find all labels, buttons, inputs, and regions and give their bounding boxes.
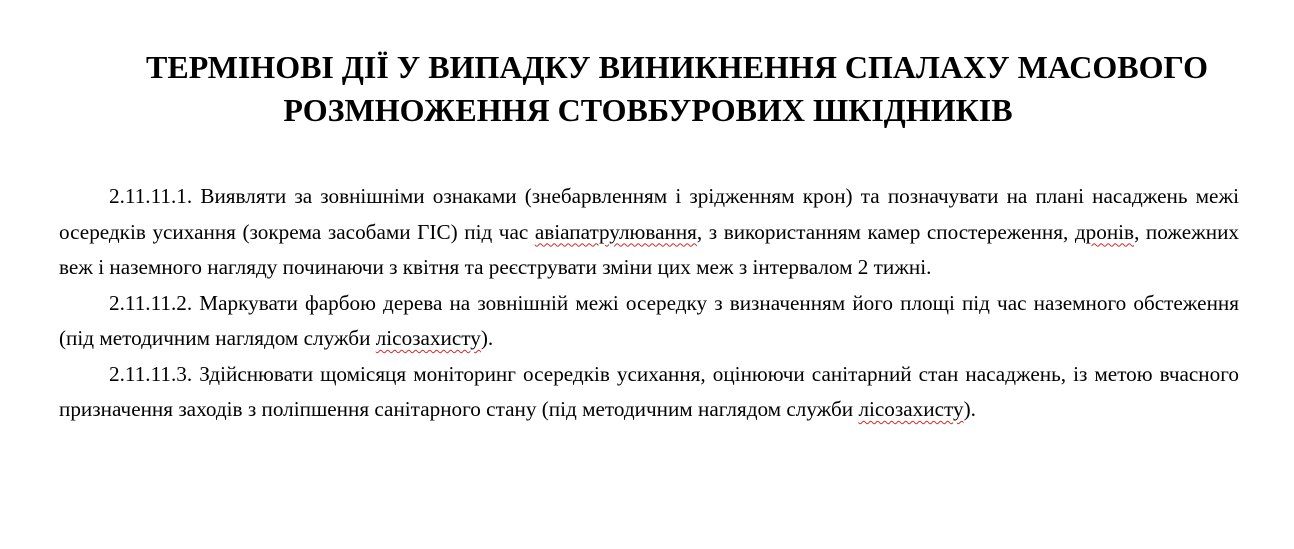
paragraph-text: ). bbox=[963, 397, 976, 421]
paragraph-2-11-11-2 bbox=[59, 286, 1239, 357]
document-body bbox=[59, 179, 1239, 428]
paragraph-text: 2.11.11.2. Маркувати фарбою дерева на зовнішній межі осередку з визначенням його площі під час наземного обстеження (під методичним наглядом служби bbox=[59, 290, 1239, 350]
paragraph-text: , пожежних веж і наземного нагляду починаючи з квітня та реєструвати зміни цих меж з інтервалом 2 тижні. bbox=[59, 219, 1240, 279]
title-line-2: РОЗМНОЖЕННЯ СТОВБУРОВИХ ШКІДНИКІВ bbox=[283, 92, 1013, 128]
paragraph-text: , з використанням камер спостереження, bbox=[696, 219, 1075, 244]
spellcheck-word: лісозахисту bbox=[858, 397, 964, 421]
spellcheck-word: дронів bbox=[1074, 219, 1135, 244]
paragraph-2-11-11-1 bbox=[59, 179, 1239, 286]
paragraph-text: ). bbox=[480, 326, 494, 350]
title-line-1: ТЕРМІНОВІ ДІЇ У ВИПАДКУ ВИНИКНЕННЯ СПАЛАХУ МАСОВОГО bbox=[146, 49, 1208, 85]
paragraph-text: 2.11.11.3. Здійснювати щомісяця моніторинг осередків усихання, оцінюючи санітарний стан насаджень, із метою вчасного призначення заходів з поліпшення санітарного стану (під методичним наглядом служби bbox=[59, 361, 1239, 421]
paragraph-2-11-11-3 bbox=[59, 357, 1239, 428]
spellcheck-word: лісозахисту bbox=[375, 326, 481, 350]
spellcheck-word: авіапатрулювання bbox=[534, 219, 697, 244]
paragraph-text: 2.11.11.1. Виявляти за зовнішніми ознаками (знебарвленням і зрідженням крон) та позначувати на плані насаджень межі осередків усихання (зокрема засобами ГІС) під час bbox=[59, 184, 1239, 244]
document-page bbox=[59, 46, 1239, 428]
document-title bbox=[59, 46, 1239, 132]
